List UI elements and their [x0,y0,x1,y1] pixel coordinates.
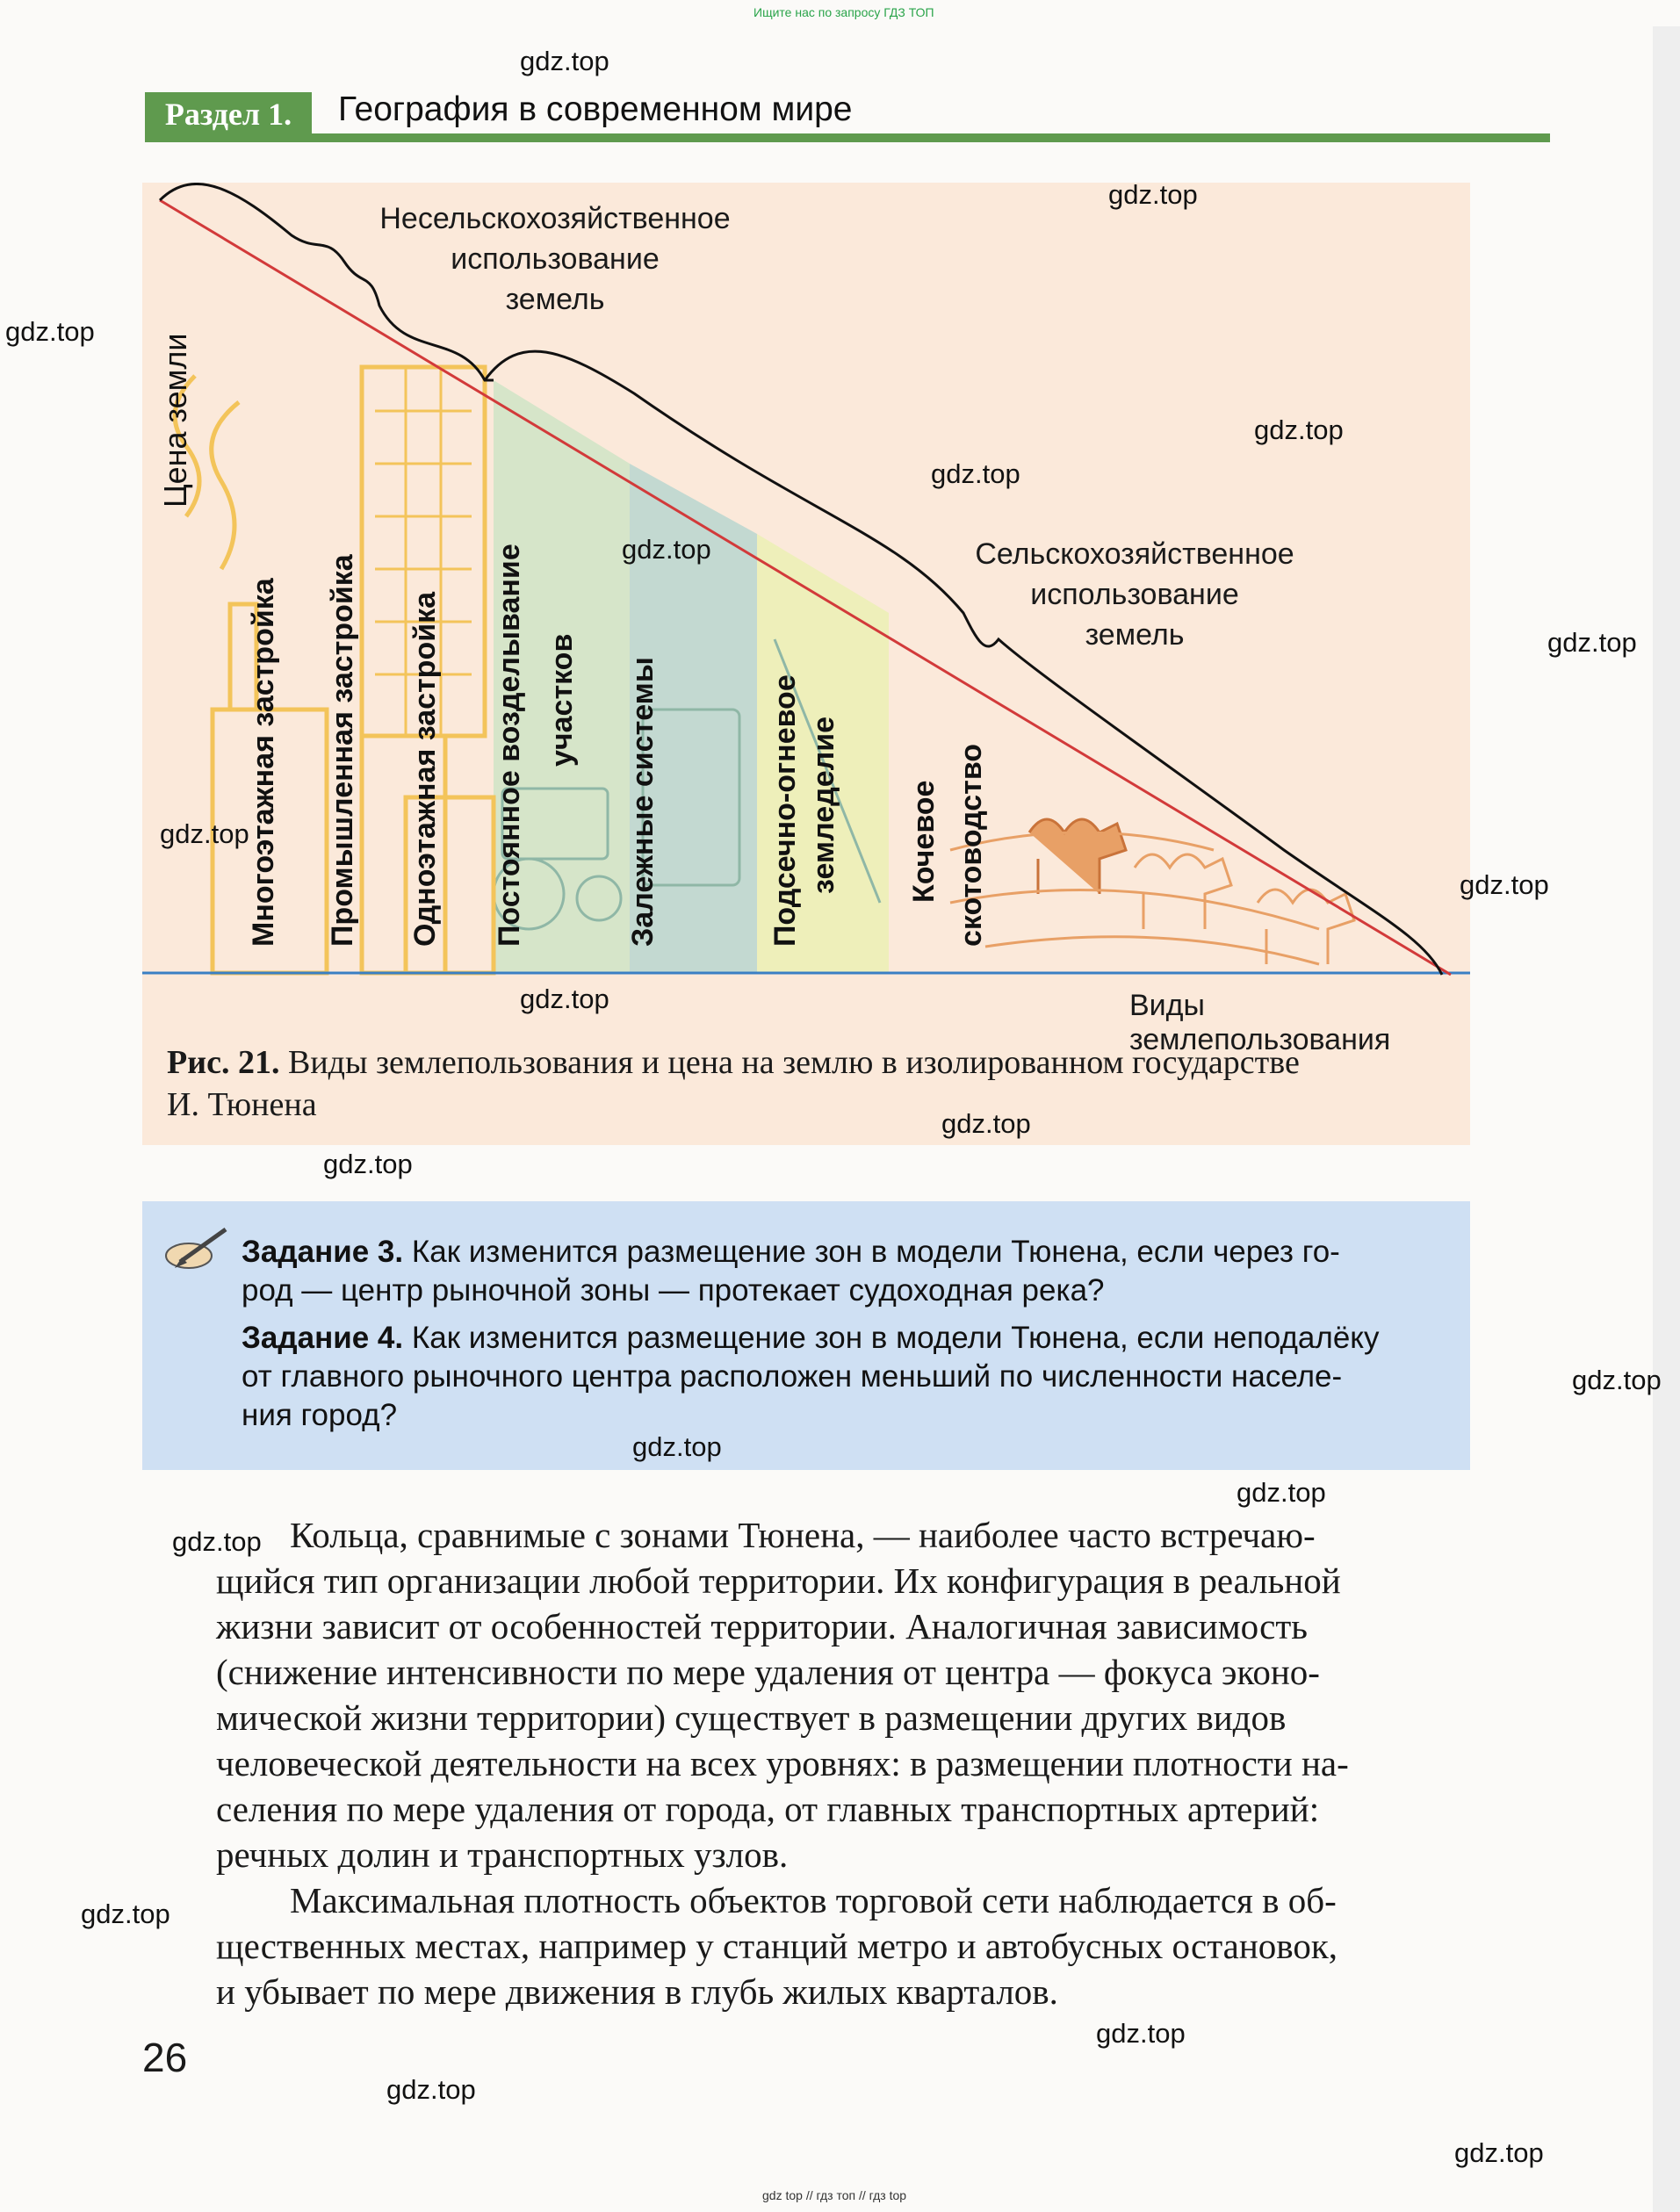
task-4-text-line3: ния город? [242,1398,398,1432]
task-4-label: Задание 4. [242,1321,404,1355]
top-note: Ищите нас по запросу ГДЗ ТОП [753,5,934,19]
x-axis-label: Виды землепользования [1129,989,1391,1056]
watermark: gdz.top [622,534,711,565]
paragraph-line: Кольца, сравнимые с зонами Тюнена, — наиболее часто встречаю- [290,1515,1316,1555]
zone-label-slash-burn-2: земледелие [807,716,840,894]
zone-label-multistorey: Многоэтажная застройка [247,578,280,947]
task-3-text-line2: род — центр рыночной зоны — протекает судоходная река? [242,1273,1105,1308]
y-axis-label: Цена земли [157,333,193,508]
page-edge [1653,26,1680,2212]
pencil-icon [162,1222,233,1275]
watermark: gdz.top [5,316,95,347]
paragraph-line: человеческой деятельности на всех уровнях: в размещении плотности на- [216,1743,1349,1783]
paragraph-2 [216,1877,1551,2014]
task-3-text: Как изменится размещение зон в модели Тюнена, если через го- [411,1235,1340,1269]
task-4-text: Как изменится размещение зон в модели Тюнена, если неподалёку [411,1321,1380,1355]
section-header-rule [145,133,1550,142]
zone-label-nomadic-1: Кочевое [907,780,941,903]
figure-21 [142,183,1470,1145]
caption-text: Виды землепользования и цена на землю в изолированном государстве [287,1044,1300,1081]
watermark: gdz.top [81,1899,170,1929]
figure-caption [167,1041,1484,1126]
watermark: gdz.top [1108,179,1198,210]
non-agri-label-line: использование [451,242,660,276]
watermark: gdz.top [520,46,609,76]
watermark: gdz.top [172,1526,262,1557]
task-3-label: Задание 3. [242,1235,404,1269]
zone-label-nomadic-2: скотоводство [955,743,988,947]
task-4-text-line2: от главного рыночного центра расположен меньший по численности населе- [242,1359,1343,1394]
non-agri-label-line: земель [505,283,605,316]
watermark: gdz.top [1254,414,1344,445]
watermark: gdz.top [1454,2137,1544,2168]
watermark: gdz.top [632,1431,722,1462]
watermark: gdz.top [323,1149,413,1179]
watermark: gdz.top [386,2074,476,2105]
zone-label-fallow: Залежные системы [626,657,660,947]
zone-label-single-storey: Одноэтажная застройка [408,591,442,947]
agri-label-line: Сельскохозяйственное [975,537,1294,571]
camels-illustration [950,819,1354,964]
paragraph-line: щийся тип организации любой территории. Их конфигурация в реальной [216,1560,1341,1601]
watermark: gdz.top [160,818,249,849]
non-agri-label [353,198,757,320]
paragraph-line: и убывает по мере движения в глубь жилых кварталов. [216,1971,1058,2012]
caption-text-line2: И. Тюнена [167,1086,317,1123]
zone-label-intensive-1: Постоянное возделывание [493,544,526,947]
paragraph-line: щественных местах, например у станций метро и автобусных остановок, [216,1926,1338,1966]
agri-label [915,534,1354,655]
paragraph-line: Максимальная плотность объектов торговой сети наблюдается в об- [290,1880,1337,1920]
agri-label-line: земель [1085,618,1185,652]
watermark: gdz.top [520,984,609,1014]
paragraph-line: жизни зависит от особенностей территории. Аналогичная зависимость [216,1606,1308,1646]
non-agri-label-line: Несельскохозяйственное [379,202,731,235]
watermark: gdz.top [941,1108,1031,1139]
watermark: gdz.top [1547,627,1637,658]
section-label: Раздел 1. [145,92,312,136]
zone-label-industrial: Промышленная застройка [326,554,359,947]
paragraph-1 [216,1512,1551,1877]
section-title: География в современном мире [338,90,853,128]
watermark: gdz.top [931,458,1020,489]
paragraph-line: мической жизни территории) существует в размещении других видов [216,1697,1287,1738]
caption-label: Рис. 21. [167,1044,280,1081]
task-3 [242,1233,1550,1310]
paragraph-line: селения по мере удаления от города, от главных транспортных артерий: [216,1789,1320,1829]
paragraph-line: (снижение интенсивности по мере удаления от центра — фокуса эконо- [216,1652,1320,1692]
watermark: gdz.top [1096,2018,1186,2049]
watermark: gdz.top [1572,1365,1662,1395]
task-4 [242,1319,1550,1435]
agri-label-line: использование [1030,578,1239,611]
paragraph-line: речных долин и транспортных узлов. [216,1834,789,1875]
watermark: gdz.top [1460,869,1549,900]
zone-label-intensive-2: участков [545,633,579,767]
zone-label-slash-burn-1: Подсечно-огневое [768,674,802,947]
watermark: gdz.top [1237,1477,1326,1508]
bottom-note: gdz top // гдз топ // гдз top [762,2188,907,2202]
page-number: 26 [142,2035,188,2080]
